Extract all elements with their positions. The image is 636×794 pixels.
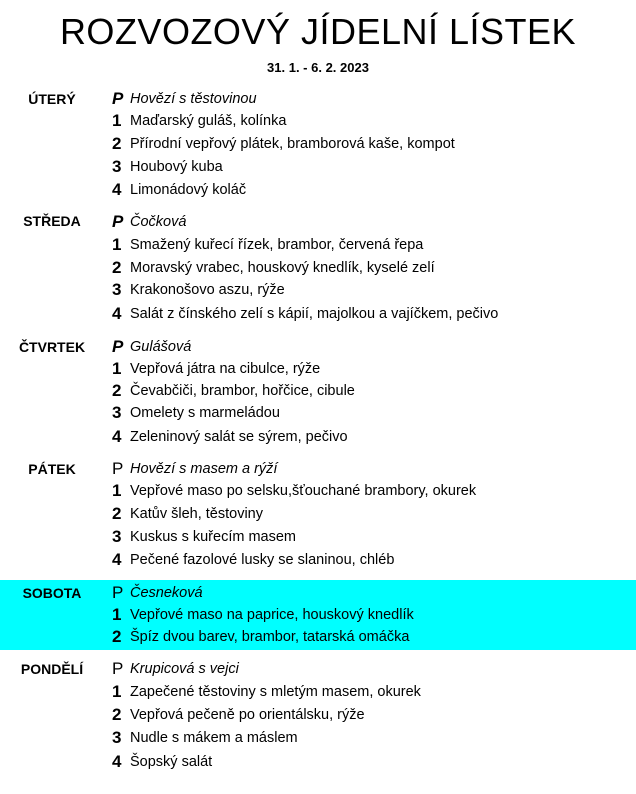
soup-marker: P bbox=[112, 89, 124, 108]
meal-dish: Houbový kuba bbox=[130, 159, 223, 175]
page-title: ROZVOZOVÝ JÍDELNÍ LÍSTEK bbox=[59, 11, 577, 52]
soup-name: Gulášová bbox=[130, 339, 192, 355]
meal-dish: Vepřová játra na cibulce, rýže bbox=[130, 361, 321, 377]
day-section-streda bbox=[0, 208, 636, 328]
meal-number: 4 bbox=[112, 550, 122, 569]
meal-dish: Nudle s mákem a máslem bbox=[130, 730, 298, 746]
soup-marker: P bbox=[112, 337, 124, 356]
day-name: PÁTEK bbox=[28, 461, 76, 477]
meal-dish: Katův šleh, těstoviny bbox=[130, 506, 263, 522]
meal-dish: Zeleninový salát se sýrem, pečivo bbox=[130, 429, 348, 445]
meal-number: 1 bbox=[112, 359, 122, 378]
meal-number: 4 bbox=[112, 427, 122, 446]
meal-dish: Kuskus s kuřecím masem bbox=[130, 529, 296, 545]
meal-dish: Limonádový koláč bbox=[130, 182, 247, 198]
meal-number: 3 bbox=[112, 403, 122, 422]
day-name: SOBOTA bbox=[22, 585, 82, 601]
day-name: PONDĚLÍ bbox=[20, 661, 84, 677]
meal-number: 2 bbox=[112, 504, 122, 523]
meal-dish: Moravský vrabec, houskový knedlík, kyselé zelí bbox=[130, 260, 435, 276]
soup-marker: P bbox=[112, 212, 124, 231]
meal-dish: Maďarský guláš, kolínka bbox=[130, 113, 287, 129]
day-section-sobota bbox=[0, 580, 636, 650]
meal-dish: Šopský salát bbox=[130, 754, 213, 770]
day-section-ctvrtek bbox=[0, 334, 636, 450]
day-name: STŘEDA bbox=[23, 213, 81, 229]
soup-marker: P bbox=[112, 459, 124, 478]
day-section-utery bbox=[0, 86, 636, 202]
meal-number: 4 bbox=[112, 180, 122, 199]
meal-dish: Vepřové maso na paprice, houskový knedlík bbox=[130, 607, 414, 623]
meal-dish: Pečené fazolové lusky se slaninou, chléb bbox=[130, 552, 395, 568]
meal-dish: Vepřová pečeně po orientálsku, rýže bbox=[130, 707, 365, 723]
meal-dish: Krakonošovo aszu, rýže bbox=[130, 282, 285, 298]
soup-name: Čočková bbox=[130, 214, 187, 230]
meal-number: 2 bbox=[112, 627, 122, 646]
meal-number: 2 bbox=[112, 705, 122, 724]
meal-number: 1 bbox=[112, 111, 122, 130]
meal-number: 1 bbox=[112, 605, 122, 624]
date-range: 31. 1. - 6. 2. 2023 bbox=[267, 60, 369, 75]
day-name: ÚTERÝ bbox=[28, 91, 76, 107]
day-section-pondeli bbox=[0, 656, 636, 776]
soup-name: Krupicová s vejci bbox=[130, 661, 239, 677]
meal-dish: Smažený kuřecí řízek, brambor, červená řepa bbox=[130, 237, 424, 253]
meal-number: 3 bbox=[112, 527, 122, 546]
meal-number: 1 bbox=[112, 235, 122, 254]
meal-dish: Přírodní vepřový plátek, bramborová kaše, kompot bbox=[130, 136, 455, 152]
meal-number: 1 bbox=[112, 682, 122, 701]
soup-name: Hovězí s masem a rýží bbox=[130, 461, 278, 477]
meal-dish: Zapečené těstoviny s mletým masem, okurek bbox=[130, 684, 421, 700]
meal-number: 3 bbox=[112, 280, 122, 299]
meal-dish: Omelety s marmeládou bbox=[130, 405, 280, 421]
meal-dish: Salát z čínského zelí s kápií, majolkou a vajíčkem, pečivo bbox=[130, 306, 499, 322]
meal-number: 4 bbox=[112, 304, 122, 323]
meal-number: 2 bbox=[112, 381, 122, 400]
day-name: ČTVRTEK bbox=[18, 339, 86, 355]
meal-dish: Špíz dvou barev, brambor, tatarská omáčka bbox=[130, 629, 410, 645]
meal-number: 2 bbox=[112, 258, 122, 277]
meal-number: 1 bbox=[112, 481, 122, 500]
meal-dish: Vepřové maso po selsku,šťouchané brambory, okurek bbox=[130, 483, 477, 499]
meal-number: 3 bbox=[112, 728, 122, 747]
meal-number: 2 bbox=[112, 134, 122, 153]
soup-name: Česneková bbox=[130, 585, 203, 601]
soup-marker: P bbox=[112, 583, 124, 602]
meal-number: 4 bbox=[112, 752, 122, 771]
day-section-patek bbox=[0, 456, 636, 574]
soup-name: Hovězí s těstovinou bbox=[130, 91, 257, 107]
meal-dish: Čevabčiči, brambor, hořčice, cibule bbox=[130, 383, 355, 399]
soup-marker: P bbox=[112, 659, 124, 678]
meal-number: 3 bbox=[112, 157, 122, 176]
